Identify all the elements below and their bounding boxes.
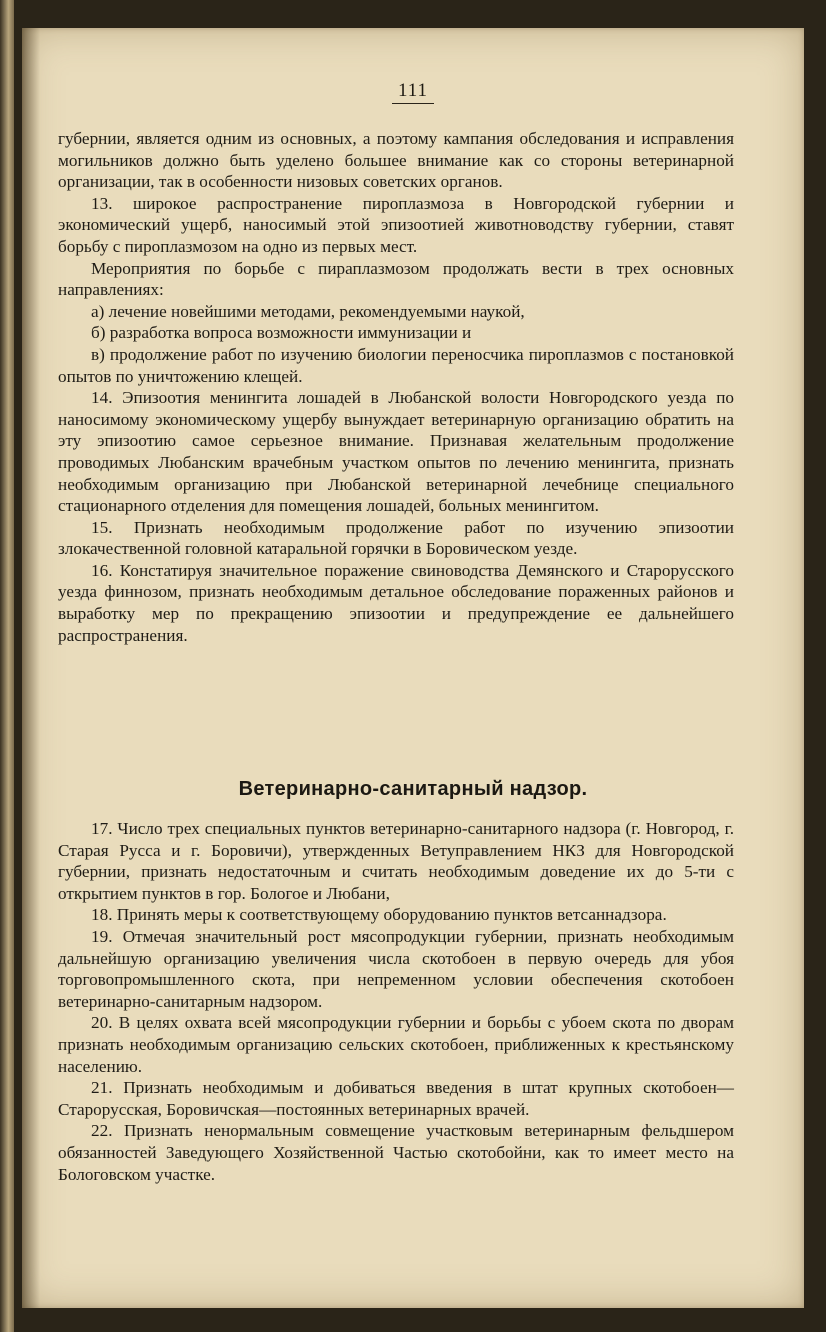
paragraph: в) продолжение работ по изучению биологии переносчика пироплазмов с постановкой опытов по уничтожению клещей. <box>58 344 734 386</box>
previous-page-edge <box>0 0 14 1332</box>
paragraph: 15. Признать необходимым продолжение работ по изучению эпизоотии злокачественной головной катаральной горячки в Боровическом уезде. <box>58 517 734 559</box>
paragraph: 21. Признать необходимым и добиваться введения в штат крупных скотобоен—Старорусская, Боровичская—постоянных ветеринарных врачей. <box>58 1078 734 1119</box>
paragraph: Мероприятия по борьбе с пираплазмозом продолжать вести в трех основных направлениях: <box>58 258 734 300</box>
page-number: 111 <box>22 80 804 102</box>
paragraph: б) разработка вопроса возможности иммунизации и <box>91 323 472 343</box>
paragraph: 13. широкое распространение пироплазмоза в Новгородской губернии и экономический ущерб, наносимый этой эпизоотией животноводству губернии, ставят борьбу с пироплазмозом на одно из первых мест. <box>58 193 734 256</box>
paragraph: 20. В целях охвата всей мясопродукции губернии и борьбы с убоем скота по дворам признать необходимым организацию сельских скотобоен, приближенных к крестьянскому населению. <box>58 1013 734 1076</box>
paragraph: губернии, является одним из основных, а поэтому кампания обследования и исправления могильников должно быть уделено большее внимание как со стороны ветеринарной организации, так в особенности низовых советских органов. <box>58 129 734 192</box>
section-heading: Ветеринарно-санитарный надзор. <box>238 778 588 800</box>
paragraph: 14. Эпизоотия менингита лошадей в Любанской волости Новгородского уезда по наносимому экономическому ущербу вынуждает ветеринарную организацию обратить на эту эпизоотию самое серьезное внимание. Признавая желательным продолжение проводимых Любанским врачебным участком опытов по лечению менингита, признать необходимым организацию при Любанской ветеринарной лечебнице специального стационарного отделения для помещения лошадей, больных менингитом. <box>58 388 734 516</box>
paragraph: 17. Число трех специальных пунктов ветеринарно-санитарного надзора (г. Новгород, г. Старая Русса и г. Боровичи), утвержденных Ветуправлением НКЗ для Новгородской губернии, признать недостаточным и считать необходимым доведение их до 5-ти с открытием пунктов в гор. Бологое и Любани, <box>58 819 734 903</box>
paragraph: 22. Признать ненормальным совмещение участковым ветеринарным фельдшером обязанностей Заведующего Хозяйственной Частью скотобойни, как то имеет место на Бологовском участке. <box>58 1121 734 1184</box>
text-block-upper <box>58 128 734 646</box>
paragraph: 19. Отмечая значительный рост мясопродукции губернии, признать необходимым дальнейшую организацию увеличения числа скотобоен в первую очередь для убоя торговопромышленного скота, при непременном условии обеспечения скотобоен ветеринарно-санитарным надзором. <box>58 926 734 1011</box>
paragraph: 18. Принять меры к соответствующему оборудованию пунктов ветсаннадзора. <box>91 905 667 925</box>
paragraph: 16. Констатируя значительное поражение свиноводства Демянского и Старорусского уезда финнозом, признать необходимым детальное обследование пораженных районов и выработку мер по прекращению эпизоотии и предупреждение ее дальнейшего распространения. <box>58 560 734 645</box>
page-gutter-shadow <box>22 28 40 1308</box>
paragraph: а) лечение новейшими методами, рекомендуемыми наукой, <box>91 301 525 321</box>
text-block-lower <box>58 818 734 1185</box>
